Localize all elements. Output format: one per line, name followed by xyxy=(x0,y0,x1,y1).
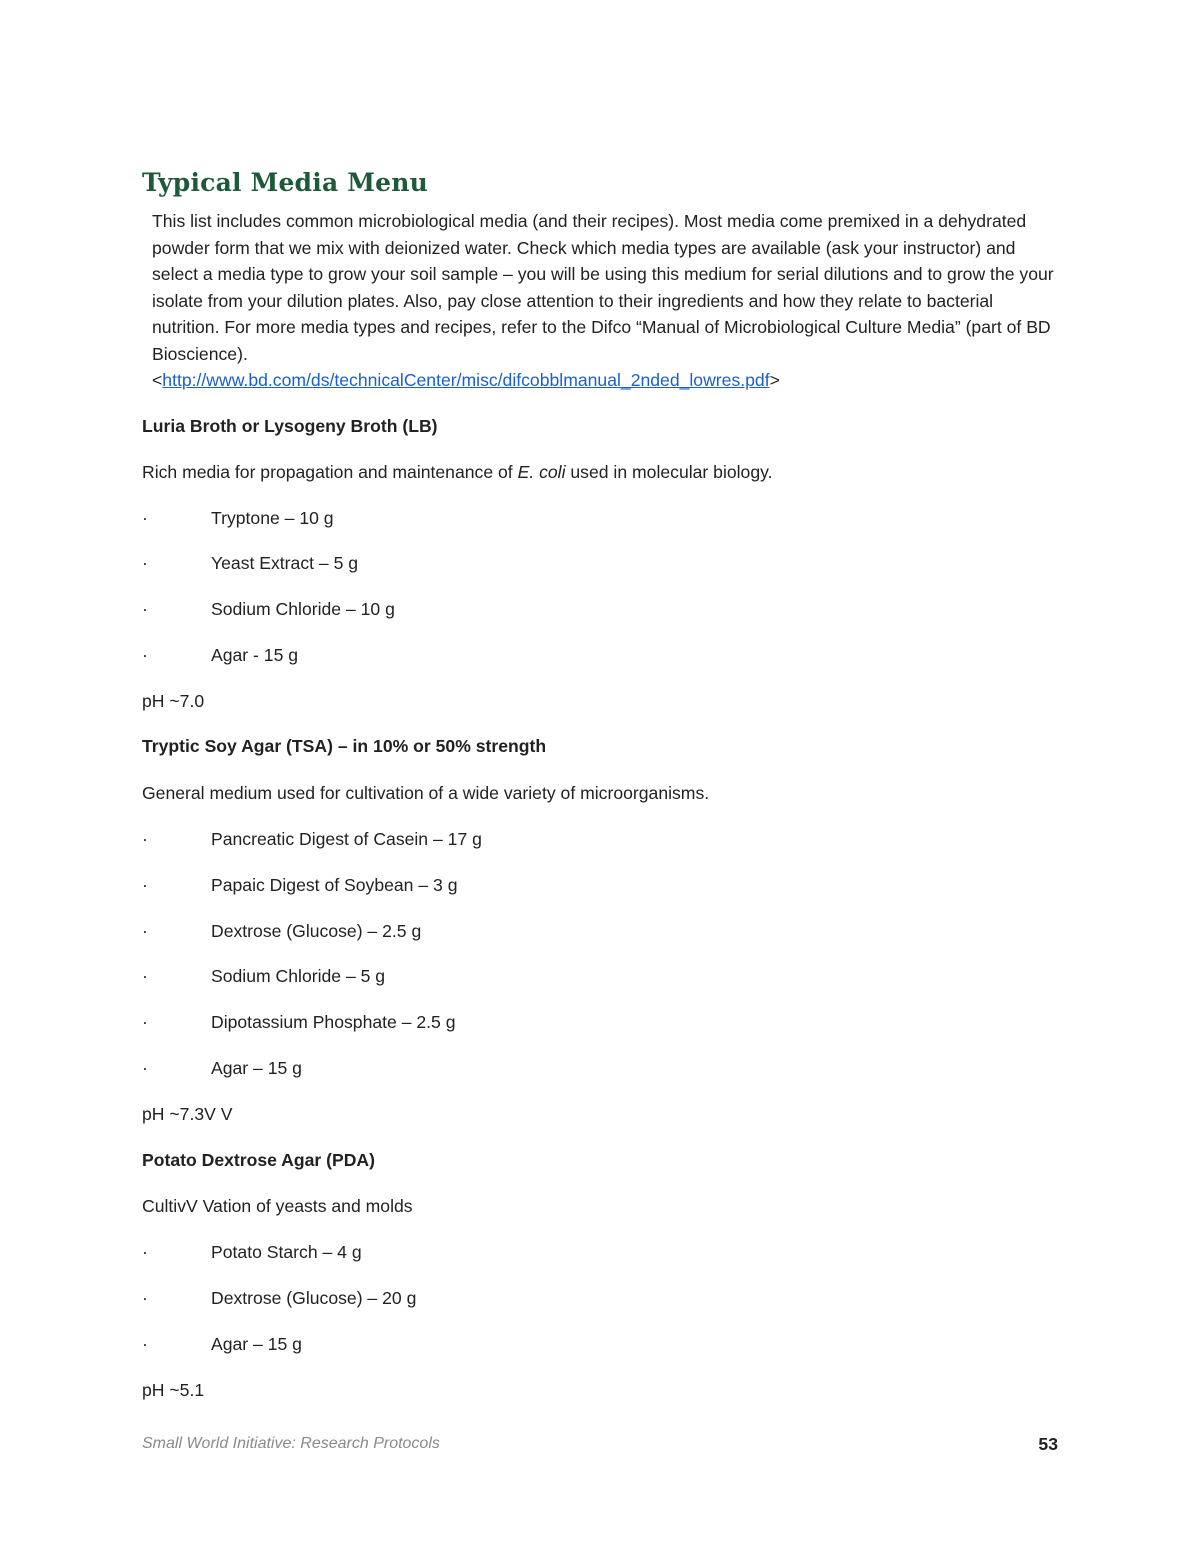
bullet-icon: · xyxy=(142,1334,148,1354)
bullet-icon: · xyxy=(142,1058,148,1078)
ingredient: Pancreatic Digest of Casein – 17 g xyxy=(211,829,482,849)
bullet-icon: · xyxy=(142,875,148,895)
description-text: used in molecular biology. xyxy=(565,462,773,482)
ph-value-tsa: pH ~7.3V V xyxy=(142,1104,233,1124)
page-heading: Typical Media Menu xyxy=(142,168,428,197)
bullet-icon: · xyxy=(142,599,148,619)
section-description-pda: CultivV Vation of yeasts and molds xyxy=(142,1196,413,1216)
bullet-icon: · xyxy=(142,1012,148,1032)
section-title-pda: Potato Dextrose Agar (PDA) xyxy=(142,1150,375,1170)
ingredient: Dextrose (Glucose) – 20 g xyxy=(211,1288,417,1308)
bullet-icon: · xyxy=(142,1242,148,1262)
ingredient: Dextrose (Glucose) – 2.5 g xyxy=(211,921,422,941)
ingredient: Agar - 15 g xyxy=(211,645,299,665)
ingredient: Sodium Chloride – 5 g xyxy=(211,966,386,986)
ph-value-pda: pH ~5.1 xyxy=(142,1380,205,1400)
section-description-lb xyxy=(142,460,773,484)
bullet-icon: · xyxy=(142,553,148,573)
ingredient: Sodium Chloride – 10 g xyxy=(211,599,395,619)
url-close-bracket: > xyxy=(769,370,780,390)
ingredient: Yeast Extract – 5 g xyxy=(211,553,359,573)
section-title-tsa: Tryptic Soy Agar (TSA) – in 10% or 50% strength xyxy=(142,736,547,756)
section-title-lb: Luria Broth or Lysogeny Broth (LB) xyxy=(142,416,438,436)
intro-paragraph xyxy=(152,208,1057,394)
ingredient: Papaic Digest of Soybean – 3 g xyxy=(211,875,458,895)
ingredient: Potato Starch – 4 g xyxy=(211,1242,362,1262)
intro-text: This list includes common microbiological media (and their recipes). Most media come premixed in a dehydrated powder form that we mix with deionized water. Check which media types are available (ask your instructor) and select a media type to grow your soil sample – you will be using this medium for serial dilutions and to grow the your isolate from your dilution plates. Also, pay close attention to their ingredients and how they relate to bacterial nutrition. For more media types and recipes, refer to the Difco “Manual of Microbiological Culture Media” (part of BD Bioscience). xyxy=(152,211,1054,364)
bullet-icon: · xyxy=(142,1288,148,1308)
bullet-icon: · xyxy=(142,966,148,986)
ph-value-lb: pH ~7.0 xyxy=(142,691,205,711)
ingredient: Dipotassium Phosphate – 2.5 g xyxy=(211,1012,456,1032)
ingredient: Tryptone – 10 g xyxy=(211,508,334,528)
description-text: Rich media for propagation and maintenance of xyxy=(142,462,518,482)
bullet-icon: · xyxy=(142,829,148,849)
bullet-icon: · xyxy=(142,645,148,665)
url-open-bracket: < xyxy=(152,370,163,390)
ingredient: Agar – 15 g xyxy=(211,1058,302,1078)
section-description-tsa: General medium used for cultivation of a wide variety of microorganisms. xyxy=(142,783,710,803)
organism-name: E. coli xyxy=(517,462,566,482)
difco-manual-link[interactable]: http://www.bd.com/ds/technicalCenter/misc/difcobblmanual_2nded_lowres.pdf xyxy=(162,370,770,390)
page-number: 53 xyxy=(1038,1434,1058,1454)
bullet-icon: · xyxy=(142,508,148,528)
ingredient: Agar – 15 g xyxy=(211,1334,302,1354)
bullet-icon: · xyxy=(142,921,148,941)
footer-title: Small World Initiative: Research Protocols xyxy=(142,1435,440,1452)
